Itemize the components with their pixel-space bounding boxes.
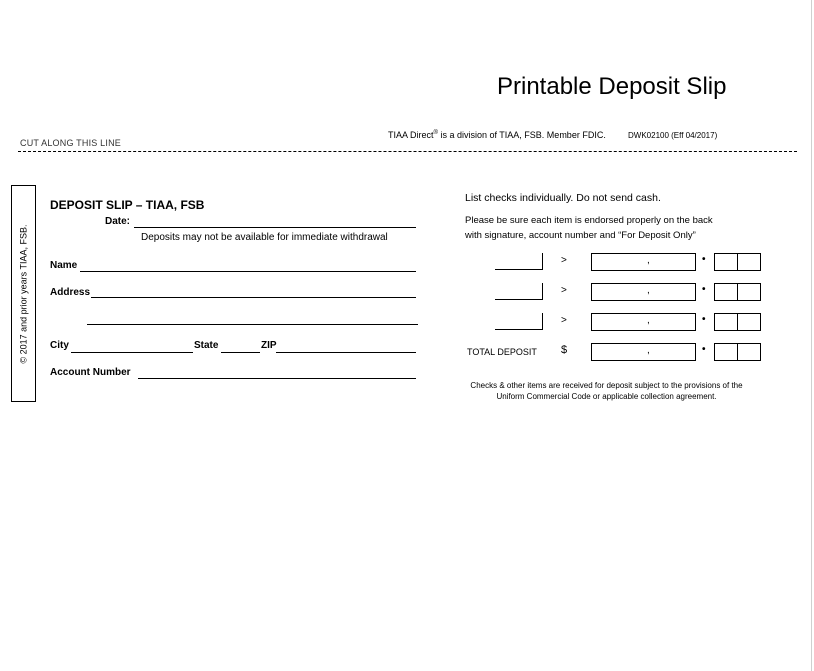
city-label: City xyxy=(50,340,69,351)
legal-note xyxy=(456,380,757,402)
address-field-1[interactable] xyxy=(91,297,416,298)
checks-instruction: List checks individually. Do not send cash. xyxy=(465,192,661,204)
check-cents-field[interactable] xyxy=(714,313,761,331)
availability-note: Deposits may not be available for immediate withdrawal xyxy=(141,232,388,243)
side-copyright: © 2017 and prior years TIAA, FSB. xyxy=(18,223,29,364)
thousands-separator: , xyxy=(647,345,650,356)
page-title: Printable Deposit Slip xyxy=(497,73,727,100)
decimal-point: • xyxy=(702,284,706,295)
check-number-field[interactable] xyxy=(495,283,543,300)
legal-note-line-2: Uniform Commercial Code or applicable collection agreement. xyxy=(496,392,717,401)
cut-line-label: CUT ALONG THIS LINE xyxy=(20,138,121,148)
check-dollars-field[interactable] xyxy=(591,283,696,301)
form-code: DWK02100 (Eff 04/2017) xyxy=(628,131,718,140)
zip-label: ZIP xyxy=(261,340,277,351)
total-deposit-label: TOTAL DEPOSIT xyxy=(467,347,537,357)
thousands-separator: , xyxy=(647,315,650,326)
check-cents-field[interactable] xyxy=(714,283,761,301)
state-field[interactable] xyxy=(221,352,260,353)
decimal-point: • xyxy=(702,314,706,325)
cut-line xyxy=(18,151,797,152)
slip-title: DEPOSIT SLIP – TIAA, FSB xyxy=(50,198,205,212)
thousands-separator: , xyxy=(647,255,650,266)
total-dollars-field[interactable] xyxy=(591,343,696,361)
check-number-field[interactable] xyxy=(495,313,543,330)
account-number-field[interactable] xyxy=(138,378,416,379)
city-field[interactable] xyxy=(71,352,193,353)
account-number-label: Account Number xyxy=(50,367,131,378)
check-number-field[interactable] xyxy=(495,253,543,270)
address-label: Address xyxy=(50,287,91,298)
division-brand: TIAA Direct xyxy=(388,130,434,140)
zip-field[interactable] xyxy=(276,352,416,353)
thousands-separator: , xyxy=(647,285,650,296)
check-dollars-field[interactable] xyxy=(591,313,696,331)
division-note xyxy=(388,130,606,140)
check-dollars-field[interactable] xyxy=(591,253,696,271)
arrow-indicator: > xyxy=(561,315,567,326)
check-cents-field[interactable] xyxy=(714,253,761,271)
date-field[interactable] xyxy=(134,227,416,228)
arrow-indicator: > xyxy=(561,255,567,266)
name-field[interactable] xyxy=(80,271,416,272)
endorsement-line-2: with signature, account number and “For Deposit Only” xyxy=(465,229,696,241)
state-label: State xyxy=(194,340,219,351)
legal-note-line-1: Checks & other items are received for deposit subject to the provisions of the xyxy=(470,381,743,390)
division-rest: is a division of TIAA, FSB. Member FDIC. xyxy=(437,130,606,140)
arrow-indicator: > xyxy=(561,285,567,296)
dollar-sign: $ xyxy=(561,344,568,356)
name-label: Name xyxy=(50,260,78,271)
date-label: Date: xyxy=(105,216,131,227)
decimal-point: • xyxy=(702,344,706,355)
page-edge xyxy=(811,0,812,671)
decimal-point: • xyxy=(702,254,706,265)
total-cents-field[interactable] xyxy=(714,343,761,361)
endorsement-line-1: Please be sure each item is endorsed properly on the back xyxy=(465,215,713,226)
address-field-2[interactable] xyxy=(87,324,418,325)
registered-mark: ® xyxy=(433,130,438,136)
endorsement-instruction xyxy=(465,214,713,243)
side-copyright-box xyxy=(11,185,36,402)
